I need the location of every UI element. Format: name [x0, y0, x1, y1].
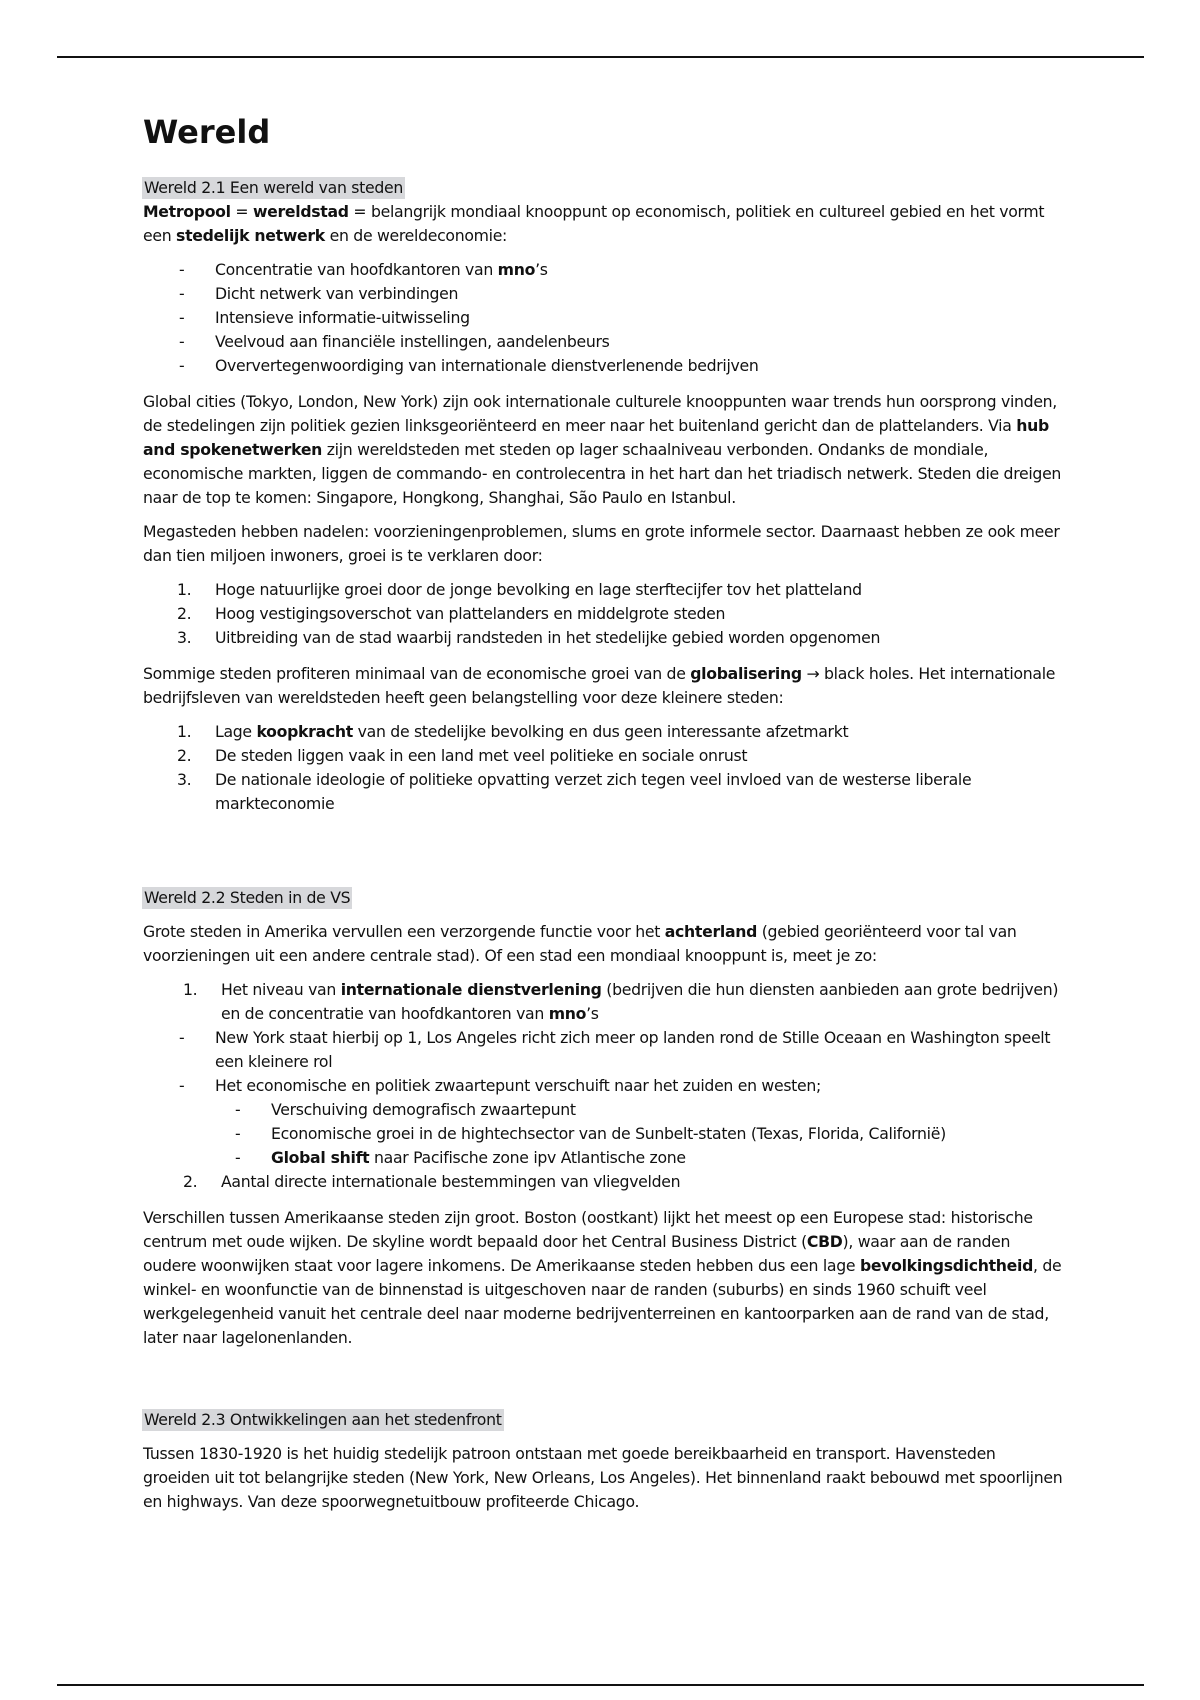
dash-marker: - [179, 1028, 185, 1047]
bold-term: wereldstad [252, 202, 349, 221]
text: Concentratie van hoofdkantoren van [215, 260, 498, 279]
text: ’s [586, 1004, 599, 1023]
list-item [143, 768, 1063, 816]
text: → black holes. Het internationale bedrijfsleven van wereldsteden heeft geen belangstelling voor deze kleinere steden: [143, 664, 1056, 707]
text: Lage [215, 722, 257, 741]
number-marker: 3. [177, 628, 192, 647]
bold-term: internationale dienstverlening [340, 980, 602, 999]
number-marker: 2. [177, 746, 192, 765]
list-item [143, 1146, 1063, 1170]
text: (gebied georiënteerd voor tal van voorzieningen uit een andere centrale stad). Of een stad een mondiaal knooppunt is, meet je zo: [143, 922, 1017, 965]
bold-term: CBD [806, 1232, 843, 1251]
bottom-rule [57, 1684, 1144, 1686]
bold-term: Global shift [271, 1148, 370, 1167]
list-item [143, 1098, 1063, 1122]
text: = belangrijk mondiaal knooppunt op economisch, politiek en cultureel gebied en het vormt een [143, 202, 1045, 245]
top-rule [57, 56, 1144, 58]
bold-term: Metropool [143, 202, 231, 221]
list-item [143, 602, 1063, 626]
bold-term: achterland [664, 922, 758, 941]
section-heading: Wereld 2.3 Ontwikkelingen aan het stedenfront [144, 1410, 502, 1429]
paragraph [143, 1206, 1063, 1350]
dash-marker: - [235, 1148, 241, 1167]
list-item [143, 258, 1063, 282]
dash-marker: - [179, 1076, 185, 1095]
text: Global cities (Tokyo, London, New York) zijn ook internationale culturele knooppunten waar trends hun oorsprong vinden, de stedelingen zijn politiek gezien linksgeoriënteerd en meer naar het buitenland gericht dan de plattelanders. Via [143, 392, 1057, 435]
list-item [143, 1074, 1063, 1098]
text: (bedrijven die hun diensten aanbieden aan grote bedrijven) en de concentratie van hoofdkantoren van [221, 980, 1059, 1023]
section-2-1 [143, 176, 1063, 816]
paragraph [143, 662, 1063, 710]
bullet-list [143, 1026, 1063, 1170]
dash-marker: - [179, 260, 185, 279]
text: Economische groei in de hightechsector van de Sunbelt-staten (Texas, Florida, Californië) [271, 1124, 946, 1143]
number-marker: 1. [183, 980, 198, 999]
text: Het niveau van [221, 980, 341, 999]
numbered-list [143, 578, 1063, 650]
bold-term: koopkracht [256, 722, 353, 741]
dash-marker: - [179, 284, 185, 303]
text: Intensieve informatie-uitwisseling [215, 308, 470, 327]
text: en de wereldeconomie: [324, 226, 508, 245]
text: ’s [535, 260, 548, 279]
numbered-list [143, 720, 1063, 816]
text: , de winkel- en woonfunctie van de binnenstad is uitgeschoven naar de randen (suburbs) en sinds 1960 schuift veel werkgelegenheid vanuit het centrale deel naar moderne bedrijventerreinen en kantoorparken aan de rand van de stad, later naar lagelonenlanden. [143, 1256, 1062, 1347]
dash-marker: - [235, 1100, 241, 1119]
page-title: Wereld [143, 113, 271, 151]
bold-term: hub and spokenetwerken [143, 416, 1049, 459]
bold-term: mno [548, 1004, 587, 1023]
section-heading: Wereld 2.1 Een wereld van steden [144, 178, 404, 197]
text: ), waar aan de randen oudere woonwijken staat voor lagere inkomens. De Amerikaanse steden hebben dus een lage [143, 1232, 1011, 1275]
text: Grote steden in Amerika vervullen een verzorgende functie voor het [143, 922, 665, 941]
number-marker: 1. [177, 580, 192, 599]
text: Hoog vestigingsoverschot van plattelanders en middelgrote steden [215, 604, 726, 623]
bold-term: globalisering [690, 664, 802, 683]
list-item [143, 978, 1063, 1026]
number-marker: 2. [183, 1172, 198, 1191]
section-2-2 [143, 886, 1063, 1350]
text: De steden liggen vaak in een land met veel politieke en sociale onrust [215, 746, 748, 765]
text: Aantal directe internationale bestemmingen van vliegvelden [221, 1172, 681, 1191]
dash-marker: - [179, 308, 185, 327]
criteria-list [143, 1170, 1063, 1194]
section-2-3 [143, 1408, 1063, 1514]
bold-term: stedelijk netwerk [176, 226, 325, 245]
paragraph [143, 390, 1063, 510]
paragraph [143, 920, 1063, 968]
list-item [143, 578, 1063, 602]
text: Oververtegenwoordiging van internationale dienstverlenende bedrijven [215, 356, 759, 375]
sub-list [143, 1098, 1063, 1170]
number-marker: 3. [177, 770, 192, 789]
section-heading: Wereld 2.2 Steden in de VS [144, 888, 351, 907]
text: De nationale ideologie of politieke opvatting verzet zich tegen veel invloed van de westerse liberale markteconomie [215, 770, 972, 813]
text: Sommige steden profiteren minimaal van de economische groei van de [143, 664, 691, 683]
list-item [143, 1170, 1063, 1194]
list-item [143, 626, 1063, 650]
text: New York staat hierbij op 1, Los Angeles richt zich meer op landen rond de Stille Oceaan en Washington speelt een kleinere rol [215, 1028, 1051, 1071]
dash-marker: - [179, 332, 185, 351]
list-item [143, 720, 1063, 744]
bold-term: bevolkingsdichtheid [859, 1256, 1034, 1275]
bold-term: mno [497, 260, 536, 279]
text: zijn wereldsteden met steden op lager schaalniveau verbonden. Ondanks de mondiale, economische markten, liggen de commando- en controlecentra in het hart dan het triadisch netwerk. Steden die dreigen naar de top te komen: Singapore, Hongkong, Shanghai, São Paulo en Istanbul. [143, 440, 1062, 507]
list-item [143, 354, 1063, 378]
number-marker: 2. [177, 604, 192, 623]
text: van de stedelijke bevolking en dus geen interessante afzetmarkt [352, 722, 849, 741]
paragraph: Tussen 1830-1920 is het huidig stedelijk patroon ontstaan met goede bereikbaarheid en transport. Havensteden groeiden uit tot belangrijke steden (New York, New Orleans, Los Angeles). Het binnenland raakt bebouwd met spoorlijnen en highways. Van deze spoorwegnetuitbouw profiteerde Chicago. [143, 1444, 1063, 1511]
list-item [143, 744, 1063, 768]
text: = [230, 202, 253, 221]
bullet-list [143, 258, 1063, 378]
criteria-list [143, 978, 1063, 1026]
text: Dicht netwerk van verbindingen [215, 284, 459, 303]
list-item [143, 1122, 1063, 1146]
text: Uitbreiding van de stad waarbij randsteden in het stedelijke gebied worden opgenomen [215, 628, 881, 647]
text: Verschillen tussen Amerikaanse steden zijn groot. Boston (oostkant) lijkt het meest op een Europese stad: historische centrum met oude wijken. De skyline wordt bepaald door het Central Business District ( [143, 1208, 1033, 1251]
list-item [143, 306, 1063, 330]
dash-marker: - [235, 1124, 241, 1143]
list-item [143, 330, 1063, 354]
number-marker: 1. [177, 722, 192, 741]
text: Het economische en politiek zwaartepunt verschuift naar het zuiden en westen; [215, 1076, 822, 1095]
text: naar Pacifische zone ipv Atlantische zone [369, 1148, 686, 1167]
text: Hoge natuurlijke groei door de jonge bevolking en lage sterftecijfer tov het platteland [215, 580, 862, 599]
paragraph [143, 200, 1063, 248]
text: Verschuiving demografisch zwaartepunt [271, 1100, 576, 1119]
list-item [143, 282, 1063, 306]
text: Veelvoud aan financiële instellingen, aandelenbeurs [215, 332, 610, 351]
paragraph: Megasteden hebben nadelen: voorzieningenproblemen, slums en grote informele sector. Daarnaast hebben ze ook meer dan tien miljoen inwoners, groei is te verklaren door: [143, 522, 1060, 565]
dash-marker: - [179, 356, 185, 375]
document-body [143, 108, 1063, 1514]
list-item [143, 1026, 1063, 1074]
